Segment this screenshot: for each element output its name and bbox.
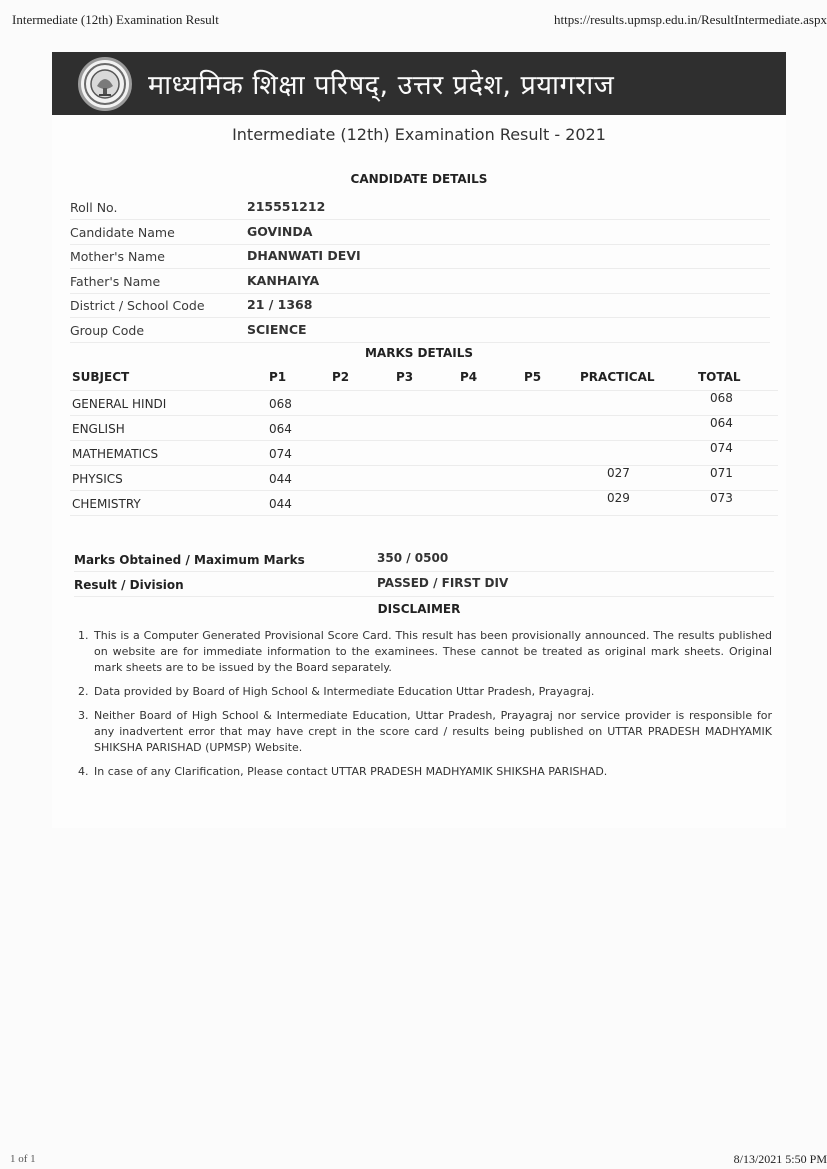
total-cell: 064 (710, 416, 733, 430)
disclaimer-list (78, 628, 772, 788)
total-cell: 068 (710, 391, 733, 405)
print-header (12, 12, 827, 28)
mother-name-label: Mother's Name (70, 249, 165, 264)
exam-title: Intermediate (12th) Examination Result - 2021 (232, 125, 606, 144)
table-row (70, 391, 778, 416)
total-cell: 071 (710, 466, 733, 480)
district-code-value: 21 / 1368 (247, 297, 313, 312)
marks-details-heading: MARKS DETAILS (364, 346, 474, 360)
result-division-row (74, 573, 774, 597)
p1-cell: 074 (269, 447, 292, 461)
emblem-icon (78, 57, 132, 111)
col-practical: PRACTICAL (580, 370, 655, 384)
subject-cell: ENGLISH (72, 422, 125, 436)
subject-cell: GENERAL HINDI (72, 397, 167, 411)
candidate-row-roll (70, 196, 770, 220)
col-total: TOTAL (698, 370, 741, 384)
marks-header-row (70, 366, 778, 391)
print-header-url: https://results.upmsp.edu.in/ResultIntermediate.aspx (554, 12, 827, 27)
roll-label: Roll No. (70, 200, 118, 215)
candidate-name-value: GOVINDA (247, 224, 313, 239)
marks-obtained-value: 350 / 0500 (377, 551, 449, 565)
district-code-label: District / School Code (70, 298, 205, 313)
subject-cell: CHEMISTRY (72, 497, 141, 511)
candidate-row-father (70, 270, 770, 294)
result-division-label: Result / Division (74, 578, 184, 592)
p1-cell: 044 (269, 472, 292, 486)
board-title: माध्यमिक शिक्षा परिषद्, उत्तर प्रदेश, प्रयागराज (148, 70, 615, 101)
col-p3: P3 (396, 370, 414, 384)
father-name-value: KANHAIYA (247, 273, 320, 288)
table-row (70, 441, 778, 466)
candidate-row-name (70, 221, 770, 245)
total-cell: 074 (710, 441, 733, 455)
p1-cell: 044 (269, 497, 292, 511)
p1-cell: 064 (269, 422, 292, 436)
print-footer-timestamp: 8/13/2021 5:50 PM (733, 1152, 827, 1166)
table-row (70, 416, 778, 441)
group-code-value: SCIENCE (247, 322, 307, 337)
disclaimer-heading: DISCLAIMER (377, 602, 461, 616)
practical-cell: 027 (607, 466, 630, 480)
practical-cell: 029 (607, 491, 630, 505)
disclaimer-item: 3. Neither Board of High School & Intermediate Education, Uttar Pradesh, Prayagraj nor service provider is responsible for any inadvertent error that may have crept in the score card / results being published on UTTAR PRADESH MADHYAMIK SHIKSHA PARISHAD (UPMSP) Website. (78, 709, 772, 754)
col-p4: P4 (460, 370, 478, 384)
disclaimer-item: 2. Data provided by Board of High School & Intermediate Education Uttar Pradesh, Prayagraj. (78, 685, 595, 698)
col-p2: P2 (332, 370, 350, 384)
subject-cell: MATHEMATICS (72, 447, 159, 461)
col-p5: P5 (524, 370, 542, 384)
print-footer-page: 1 of 1 (10, 1153, 36, 1165)
mother-name-value: DHANWATI DEVI (247, 248, 361, 263)
col-subject: SUBJECT (72, 370, 130, 384)
candidate-row-mother (70, 245, 770, 269)
candidate-details-heading: CANDIDATE DETAILS (350, 172, 488, 186)
result-division-value: PASSED / FIRST DIV (377, 576, 509, 590)
marks-table (70, 366, 778, 516)
p1-cell: 068 (269, 397, 292, 411)
table-row (70, 491, 778, 516)
total-cell: 073 (710, 491, 733, 505)
marks-obtained-row (74, 548, 774, 572)
disclaimer-item: 4. In case of any Clarification, Please contact UTTAR PRADESH MADHYAMIK SHIKSHA PARISHAD. (78, 765, 608, 778)
result-card (52, 52, 786, 828)
roll-value: 215551212 (247, 199, 326, 214)
board-banner (52, 52, 786, 115)
disclaimer-item: 1. This is a Computer Generated Provisional Score Card. This result has been provisionally announced. The results published on website are for immediate information to the examinees. These cannot be treated as original mark sheets. Original mark sheets are to be issued by the Board separately. (78, 629, 772, 674)
table-row (70, 466, 778, 491)
col-p1: P1 (269, 370, 287, 384)
candidate-row-district (70, 294, 770, 318)
subject-cell: PHYSICS (72, 472, 123, 486)
marks-obtained-label: Marks Obtained / Maximum Marks (74, 553, 305, 567)
print-header-title: Intermediate (12th) Examination Result (12, 12, 219, 27)
candidate-name-label: Candidate Name (70, 225, 175, 240)
father-name-label: Father's Name (70, 274, 161, 289)
candidate-row-group (70, 319, 770, 343)
group-code-label: Group Code (70, 323, 145, 338)
